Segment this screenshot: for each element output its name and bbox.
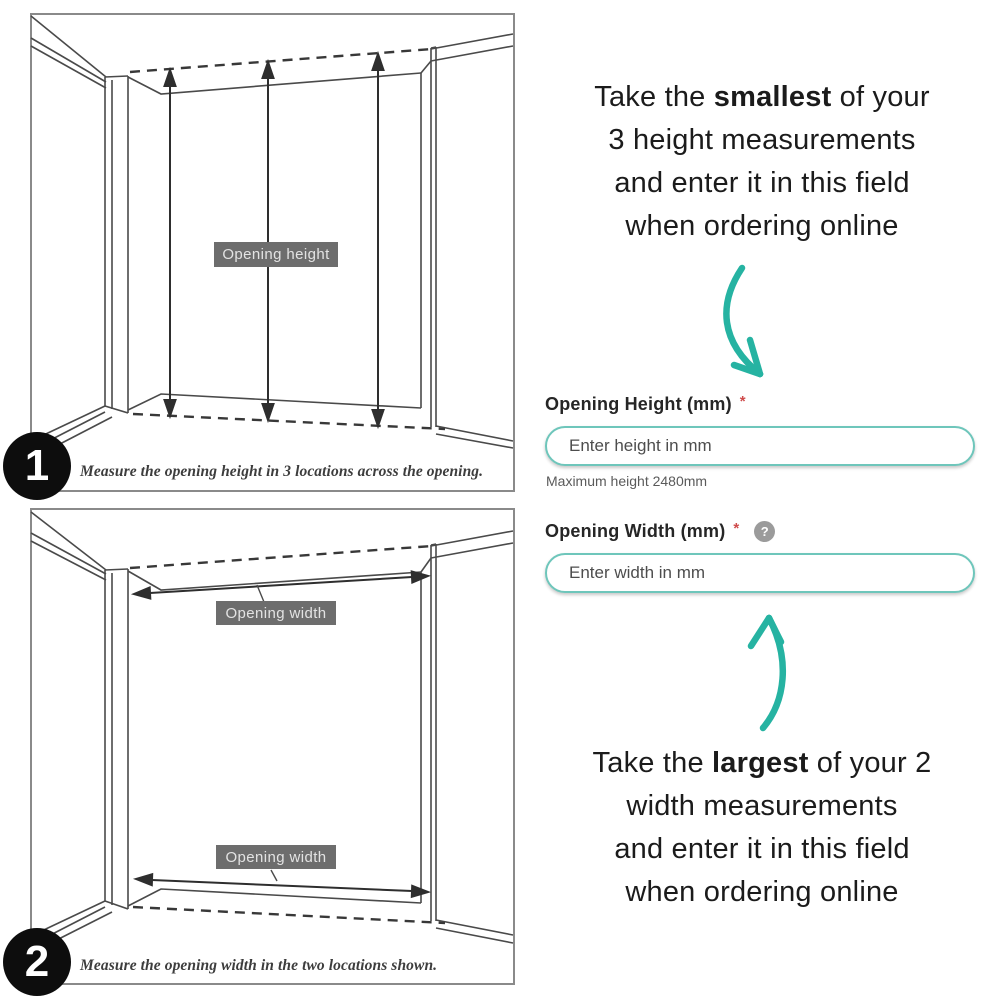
step-2-badge: 2 — [3, 928, 71, 996]
required-asterisk: * — [733, 520, 740, 537]
step-2-caption: Measure the opening width in the two locations shown. — [80, 957, 438, 974]
panel1-dashed-measure-lines — [130, 49, 445, 429]
opening-width-tag-top: Opening width — [216, 601, 336, 625]
opening-width-illustration — [28, 506, 518, 988]
max-height-note: Maximum height 2480mm — [546, 473, 708, 489]
width-instruction-text: Take the largest of your 2 width measurements and enter it in this field when ordering online — [592, 747, 932, 908]
tag-leader-lines — [257, 585, 277, 881]
opening-width-tag-bottom: Opening width — [216, 845, 336, 869]
step-1-badge: 1 — [3, 432, 71, 500]
panel2-room-outline — [31, 512, 513, 953]
opening-height-tag: Opening height — [214, 242, 338, 267]
opening-height-label: Opening Height (mm) — [545, 394, 732, 414]
emphasis-largest: largest — [712, 747, 809, 779]
panel1-room-outline — [31, 16, 513, 459]
curved-arrow-up-icon — [725, 602, 810, 732]
required-asterisk: * — [739, 393, 746, 410]
height-instruction-text: Take the smallest of your 3 height measurements and enter it in this field when ordering online — [594, 81, 930, 242]
opening-width-input[interactable] — [545, 553, 975, 593]
panel2-border — [31, 509, 514, 984]
opening-width-label: Opening Width (mm) — [545, 521, 726, 541]
height-measure-arrows — [165, 54, 384, 426]
curved-arrow-down-icon — [700, 262, 795, 388]
step-1-caption: Measure the opening height in 3 locations across the opening. — [80, 463, 484, 480]
opening-height-label-row — [545, 394, 746, 415]
opening-height-input[interactable] — [545, 426, 975, 466]
help-icon[interactable]: ? — [754, 521, 775, 542]
opening-width-label-row — [545, 521, 775, 542]
emphasis-smallest: smallest — [713, 81, 832, 113]
